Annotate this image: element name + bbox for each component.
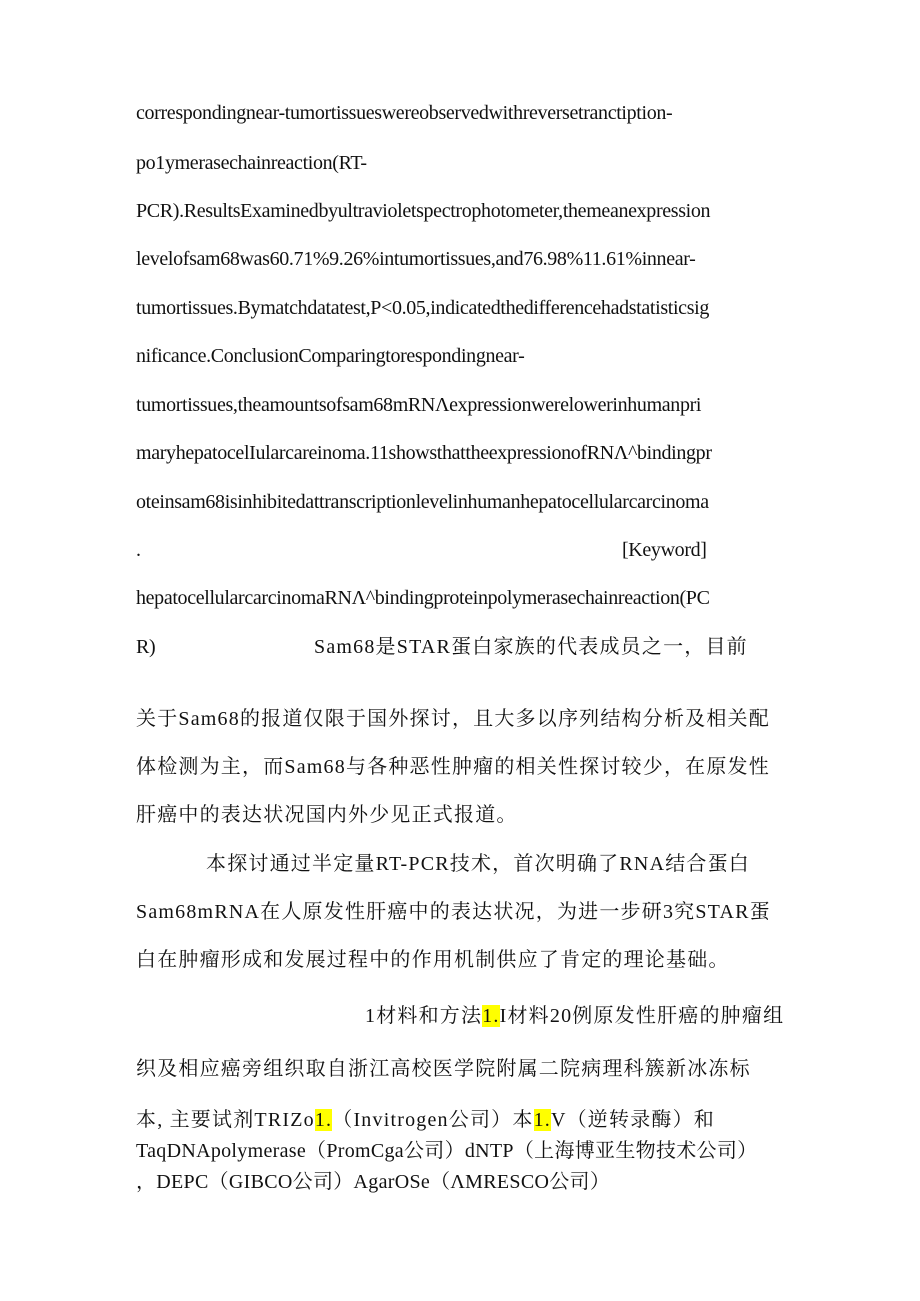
methods-line: 织及相应癌旁组织取自浙江高校医学院附属二院病理科簇新冰冻标 (136, 1058, 751, 1080)
keywords-end: R) (136, 636, 156, 658)
highlight-mark: 1. (314, 1109, 333, 1131)
reagents-text: V（逆转录酶）和 (550, 1109, 716, 1131)
methods-text: I材料20例原发性肝癌的肿瘤组 (499, 1005, 785, 1027)
highlight-mark: 1. (533, 1109, 551, 1131)
keywords-text: hepatocellularcarcinomaRNΛ^bindingproteinpolymerasechainreaction(PC (136, 587, 710, 609)
abstract-line: PCR).ResultsExaminedbyultravioletspectrophotometer,themeanexpression (136, 200, 711, 222)
reagents-text: 本, 主要试剂TRIZo (136, 1109, 315, 1131)
reagents-line (136, 1107, 786, 1133)
methods-heading: 1材料和方法 (365, 1005, 483, 1027)
highlight-mark: 1. (482, 1005, 500, 1027)
reagents-line: ，DEPC（GIBCO公司）AgarOSe（ΛMRESCO公司） (136, 1171, 611, 1193)
study-line: Sam68mRNA在人原发性肝癌中的表达状况，为进一步研3究STAR蛋 (136, 901, 771, 923)
keyword-heading-line (136, 537, 786, 563)
intro-line: 肝癌中的表达状况国内外少见正式报道。 (136, 804, 518, 826)
abstract-line: oteinsam68isinhibitedattranscriptionlevelinhumanhepatocellularcarcinoma (136, 491, 709, 513)
study-line: 本探讨通过半定量RT-PCR技术，首次明确了RNA结合蛋白 (206, 853, 751, 875)
keywords-intro-line (136, 634, 786, 660)
keyword-label: [Keyword] (622, 539, 707, 561)
keyword-dot: . (136, 539, 141, 561)
abstract-line: po1ymerasechainreaction(RT- (136, 152, 367, 174)
reagents-line: TaqDNApolymerase（PromCga公司）dNTP（上海博亚生物技术公司） (136, 1140, 758, 1162)
intro-line: 体检测为主，而Sam68与各种恶性肿瘤的相关性探讨较少，在原发性 (136, 756, 770, 778)
abstract-line: nificance.ConclusionComparingtorespondingnear- (136, 345, 525, 367)
intro-line: 关于Sam68的报道仅限于国外探讨，且大多以序列结构分析及相关配 (136, 708, 770, 730)
study-line: 白在肿瘤形成和发展过程中的作用机制供应了肯定的理论基础。 (136, 949, 730, 971)
reagents-text: （Invitrogen公司）本 (332, 1109, 534, 1131)
abstract-line: tumortissues,theamountsofsam68mRNΛexpressionwerelowerinhumanpri (136, 394, 702, 416)
abstract-line: tumortissues.Bymatchdatatest,P<0.05,indicatedthedifferencehadstatisticsig (136, 297, 709, 319)
abstract-line: correspondingnear-tumortissueswereobservedwithreversetranctiption- (136, 102, 673, 124)
abstract-line: levelofsam68was60.71%9.26%intumortissues,and76.98%11.61%innear- (136, 248, 696, 270)
methods-line (365, 1003, 786, 1029)
abstract-line: maryhepatocelIularcareinoma.11showsthattheexpressionofRNΛ^bindingpr (136, 442, 712, 464)
intro-first-line: Sam68是STAR蛋白家族的代表成员之一，目前 (314, 636, 748, 658)
